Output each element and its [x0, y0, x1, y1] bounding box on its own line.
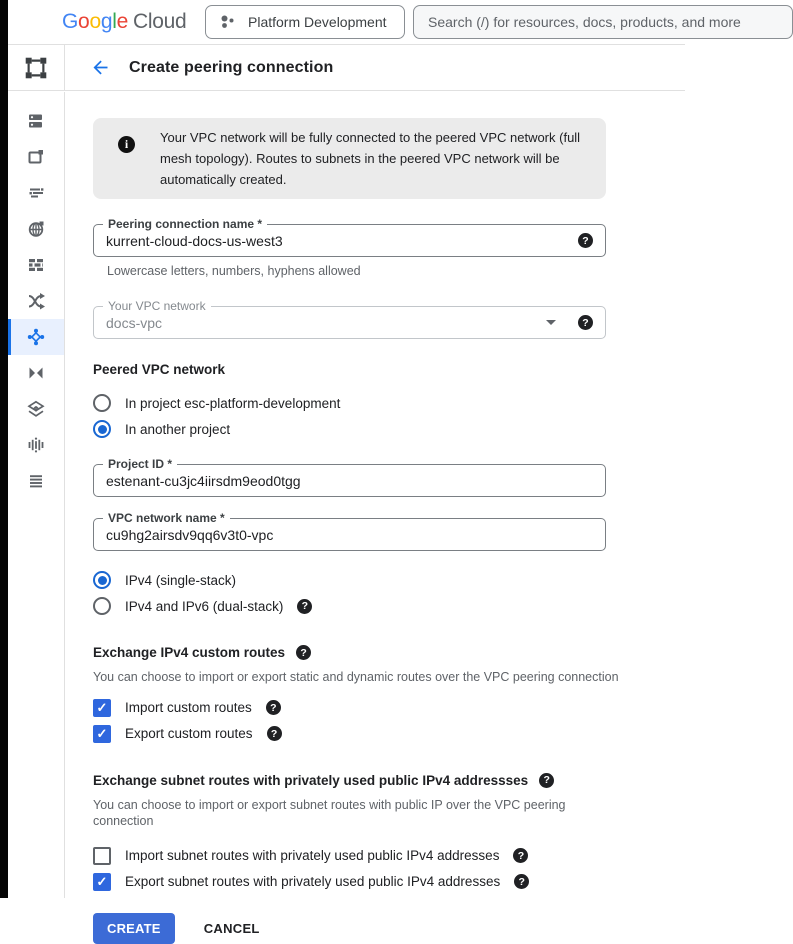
- help-icon[interactable]: [296, 645, 311, 660]
- create-button[interactable]: CREATE: [93, 913, 175, 944]
- radio-row-in-project[interactable]: [93, 390, 606, 416]
- vpc-network-name-value[interactable]: cu9hg2airsdv9qq6v3t0-vpc: [106, 526, 274, 543]
- exchange-subnet-routes-heading: Exchange subnet routes with privately used public IPv4 addressses: [93, 772, 529, 788]
- help-icon[interactable]: [267, 726, 282, 741]
- your-vpc-network-label: Your VPC network: [103, 299, 211, 313]
- menu-button[interactable]: [22, 15, 44, 31]
- routes-icon: [26, 291, 46, 311]
- info-icon: [118, 136, 135, 153]
- help-icon[interactable]: [578, 233, 593, 248]
- project-icon: [220, 14, 236, 30]
- shared-vpc-icon: [26, 363, 46, 383]
- checkbox-import-custom-routes[interactable]: [93, 699, 111, 717]
- radio-row-another-project[interactable]: [93, 416, 606, 442]
- sidebar-item-routes[interactable]: [8, 283, 64, 319]
- export-custom-routes-label: Export custom routes: [125, 726, 253, 741]
- logo-letter: g: [100, 10, 113, 33]
- sidebar-item-ip-addresses[interactable]: [8, 139, 64, 175]
- vpc-network-name-label: VPC network name *: [103, 511, 230, 525]
- project-id-field[interactable]: [93, 457, 606, 497]
- sidebar-item-serverless-vpc-access[interactable]: [8, 391, 64, 427]
- packet-mirroring-icon: [26, 435, 46, 455]
- custom-routes-description: You can choose to import or export static and dynamic routes over the VPC peering connection: [93, 670, 619, 684]
- help-icon[interactable]: [578, 315, 593, 330]
- page-title: Create peering connection: [129, 58, 334, 76]
- google-cloud-logo: [62, 10, 186, 34]
- logo-cloud-text: Cloud: [132, 10, 187, 33]
- your-vpc-network-select[interactable]: [93, 299, 606, 339]
- radio-row-dual-stack[interactable]: [93, 593, 606, 619]
- sidebar-item-shared-vpc[interactable]: [8, 355, 64, 391]
- checkbox-row-export-custom-routes[interactable]: [93, 721, 606, 747]
- sidebar-item-internet[interactable]: [8, 211, 64, 247]
- logo-letter: o: [89, 10, 101, 33]
- export-subnet-routes-label: Export subnet routes with privately used public IPv4 addresses: [125, 874, 501, 889]
- info-banner-text: Your VPC network will be fully connected to the peered VPC network (full mesh topology). Routes to subnets in the peered VPC network will be automatically created.: [160, 130, 581, 187]
- import-custom-routes-label: Import custom routes: [125, 700, 252, 715]
- firewall-icon: [26, 255, 46, 275]
- cancel-button[interactable]: CANCEL: [203, 920, 260, 936]
- checkbox-export-subnet-routes[interactable]: [93, 873, 111, 891]
- peering-connection-name-field[interactable]: [93, 217, 606, 257]
- search-bar: [413, 5, 793, 39]
- radio-ipv4-single-stack[interactable]: [93, 571, 111, 589]
- import-subnet-routes-label: Import subnet routes with privately used public IPv4 addresses: [125, 848, 500, 863]
- checkbox-row-export-subnet-routes[interactable]: [93, 869, 606, 895]
- checkbox-export-custom-routes[interactable]: [93, 725, 111, 743]
- window-edge: [0, 0, 8, 898]
- main-content: [66, 92, 685, 936]
- bring-your-own-ip-icon: [26, 183, 46, 203]
- radio-ipv4-label: IPv4 (single-stack): [125, 572, 237, 588]
- peering-connection-name-label: Peering connection name *: [103, 217, 267, 231]
- peering-name-helper-text: Lowercase letters, numbers, hyphens allowed: [107, 264, 361, 278]
- checkbox-row-import-custom-routes[interactable]: [93, 695, 606, 721]
- product-cell: [8, 45, 65, 90]
- project-selector-label: Platform Development: [248, 14, 387, 30]
- radio-another-project[interactable]: [93, 420, 111, 438]
- checkbox-row-import-subnet-routes[interactable]: [93, 843, 606, 869]
- internet-globe-icon: [26, 219, 46, 239]
- logo-letter: e: [116, 10, 128, 33]
- vpc-network-peering-icon: [26, 327, 46, 347]
- radio-row-ipv4[interactable]: [93, 567, 606, 593]
- checkbox-import-subnet-routes[interactable]: [93, 847, 111, 865]
- vpc-networks-icon: [26, 111, 46, 131]
- radio-ipv4-ipv6-dual-stack[interactable]: [93, 597, 111, 615]
- help-icon[interactable]: [514, 874, 529, 889]
- network-lists-icon: [26, 471, 46, 491]
- exchange-custom-routes-heading: Exchange IPv4 custom routes: [93, 645, 286, 660]
- sidebar-item-vpc-network-peering[interactable]: [8, 319, 64, 355]
- chevron-down-icon[interactable]: [546, 320, 556, 325]
- project-selector[interactable]: [205, 5, 405, 39]
- back-arrow-icon: [90, 57, 111, 78]
- ip-addresses-icon: [26, 147, 46, 167]
- help-icon[interactable]: [297, 599, 312, 614]
- help-icon[interactable]: [513, 848, 528, 863]
- vpc-network-name-field[interactable]: [93, 511, 606, 551]
- logo-letter: o: [78, 10, 90, 33]
- page-header: [8, 45, 685, 91]
- radio-dual-stack-label: IPv4 and IPv6 (dual-stack): [125, 598, 284, 614]
- sidebar-item-firewall[interactable]: [8, 247, 64, 283]
- peering-connection-name-value[interactable]: kurrent-cloud-docs-us-west3: [106, 232, 283, 249]
- project-id-value[interactable]: estenant-cu3jc4iirsdm9eod0tgg: [106, 472, 301, 489]
- serverless-vpc-access-icon: [26, 399, 46, 419]
- peered-vpc-network-heading: Peered VPC network: [93, 362, 226, 377]
- logo-letter: G: [62, 10, 79, 33]
- radio-in-project[interactable]: [93, 394, 111, 412]
- search-input[interactable]: [428, 14, 778, 30]
- back-button[interactable]: [88, 56, 112, 80]
- top-bar: [8, 0, 685, 45]
- your-vpc-network-value: docs-vpc: [106, 314, 163, 331]
- info-banner: [93, 118, 606, 199]
- sidebar-item-packet-mirroring[interactable]: [8, 427, 64, 463]
- logo-letter: l: [112, 10, 117, 33]
- radio-another-project-label: In another project: [125, 421, 231, 437]
- sidebar-item-network-lists[interactable]: [8, 463, 64, 499]
- vpc-network-product-icon: [23, 55, 49, 81]
- project-id-label: Project ID *: [103, 457, 177, 471]
- help-icon[interactable]: [266, 700, 281, 715]
- sidebar: [8, 92, 65, 898]
- subnet-routes-description: You can choose to import or export subnet routes with public IP over the VPC peering connection: [93, 797, 566, 828]
- sidebar-item-vpc-networks[interactable]: [8, 103, 64, 139]
- sidebar-item-bring-your-own-ip[interactable]: [8, 175, 64, 211]
- help-icon[interactable]: [539, 773, 554, 788]
- title-row: [65, 45, 685, 90]
- radio-in-project-label: In project esc-platform-development: [125, 395, 341, 411]
